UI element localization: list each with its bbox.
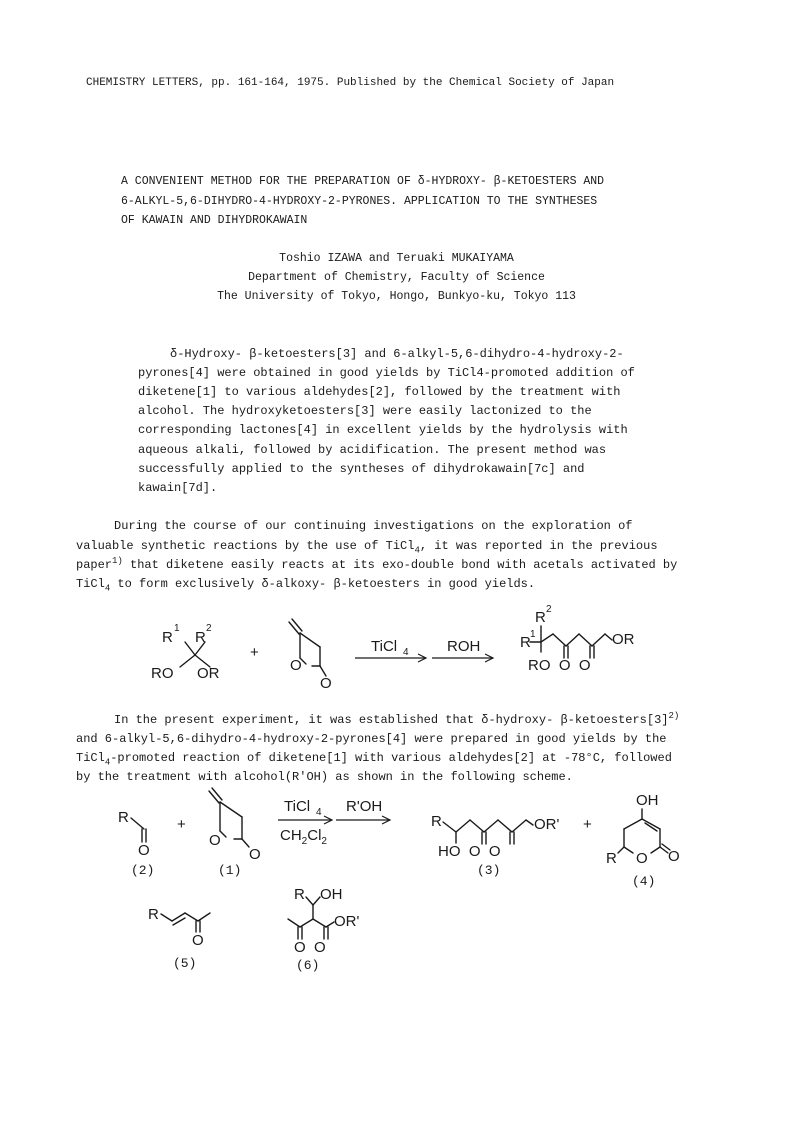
svg-text:R'OH: R'OH	[346, 798, 383, 815]
authors: Toshio IZAWA and Teruaki MUKAIYAMA	[279, 252, 514, 265]
svg-text:O: O	[636, 850, 648, 867]
prod-r1: R	[520, 634, 531, 651]
abstract-line: corresponding lactones[4] in excellent yields by the hydrolysis with	[138, 423, 628, 437]
abstract-line: kawain[7d].	[138, 481, 218, 495]
affiliation-line-2: The University of Tokyo, Hongo, Bunkyo-ku, Tokyo 113	[217, 290, 576, 303]
title-line-1: A CONVENIENT METHOD FOR THE PREPARATION OF δ-HYDROXY- β-KETOESTERS AND	[121, 175, 605, 188]
carbonyl-oxygen: O	[320, 675, 332, 692]
r2-label: R	[195, 629, 206, 646]
svg-text:R: R	[148, 906, 159, 923]
svg-text:HO O O: HO O O	[438, 843, 501, 860]
abstract-line: δ-Hydroxy- β-ketoesters[3] and 6-alkyl-5,6-dihydro-4-hydroxy-2-	[170, 347, 624, 361]
abstract-line: aqueous alkali, followed by acidification. The present method was	[138, 443, 607, 457]
alkoxy-ketoester-structure	[520, 604, 635, 674]
svg-text:O: O	[668, 848, 680, 865]
svg-text:OH: OH	[636, 792, 659, 809]
body-line: TiCl$_4$-promoted reaction of diketene[1] with various aldehydes[2] at -78°C, followed	[76, 751, 672, 768]
r2-sup: 2	[206, 623, 212, 634]
prod-or: OR	[612, 631, 635, 648]
reaction-arrow-1	[355, 638, 426, 662]
title-line-2: 6-ALKYL-5,6-DIHYDRO-4-HYDROXY-2-PYRONES. APPLICATION TO THE SYNTHESES	[121, 195, 598, 208]
abstract-line: alcohol. The hydroxyketoesters[3] were easily lactonized to the	[138, 404, 592, 418]
svg-text:OR': OR'	[534, 816, 560, 833]
enone-structure	[148, 906, 210, 971]
acetal-structure	[151, 623, 220, 682]
body-line: During the course of our continuing investigations on the exploration of	[114, 519, 633, 533]
svg-text:O O: O O	[294, 939, 326, 956]
svg-text:2: 2	[546, 604, 552, 615]
compound-label-6: (6)	[296, 958, 320, 973]
svg-text:1: 1	[530, 629, 536, 640]
r1-label: R	[162, 629, 173, 646]
svg-text:R: R	[118, 809, 129, 826]
svg-text:R: R	[294, 886, 305, 903]
compound-label-4: (4)	[632, 874, 656, 889]
svg-text:TiCl: TiCl	[284, 798, 311, 815]
svg-text:R: R	[431, 813, 442, 830]
ro-label: RO	[151, 665, 174, 682]
compound-label-1: (1)	[218, 863, 242, 878]
diketene-structure	[289, 619, 332, 692]
body-line: paper$^{1)}$ that diketene easily reacts at its exo-double bond with acetals activated by	[76, 556, 678, 572]
abstract-line: pyrones[4] were obtained in good yields by TiCl4-promoted addition of	[138, 366, 635, 380]
reaction-arrow-2	[336, 798, 390, 824]
svg-text:4: 4	[316, 807, 322, 818]
plus-sign: +	[250, 644, 259, 661]
aldehyde-structure	[118, 809, 154, 878]
reaction-arrow-2	[432, 638, 493, 662]
svg-text:O: O	[209, 832, 221, 849]
pyrone-structure	[606, 792, 680, 889]
abstract-line: diketene[1] to various aldehydes[2], followed by the treatment with	[138, 385, 621, 399]
plus-sign: +	[583, 816, 592, 833]
svg-text:TiCl: TiCl	[371, 638, 398, 655]
svg-text:ROH: ROH	[447, 638, 481, 655]
body-line: In the present experiment, it was established that δ-hydroxy- $\beta-ketoesters[3]^{2)}$	[114, 711, 680, 727]
compound-label-5: (5)	[173, 956, 197, 971]
compound-label-2: (2)	[131, 863, 155, 878]
svg-text:R: R	[606, 850, 617, 867]
compound-label-3: (3)	[477, 863, 501, 878]
svg-text:CH2Cl2: $CH_2Cl_2$	[280, 827, 327, 847]
svg-text:O: O	[138, 842, 150, 859]
prod-r2: R	[535, 609, 546, 626]
ring-oxygen: O	[290, 657, 302, 674]
journal-header: CHEMISTRY LETTERS, pp. 161-164, 1975. Published by the Chemical Society of Japan	[86, 77, 615, 89]
reaction-arrow-1	[278, 798, 332, 847]
r1-sup: 1	[174, 623, 180, 634]
svg-text:OR': OR'	[334, 913, 360, 930]
abstract-line: successfully applied to the syntheses of dihydrokawain[7c] and	[138, 462, 585, 476]
scheme-1	[0, 600, 793, 705]
svg-text:O: O	[192, 932, 204, 949]
title-line-3: OF KAWAIN AND DIHYDROKAWAIN	[121, 214, 308, 227]
affiliation-line-1: Department of Chemistry, Faculty of Science	[248, 271, 545, 284]
svg-text:OH: OH	[320, 886, 343, 903]
acyl-ketoester-structure	[288, 886, 360, 973]
svg-text:4: 4	[403, 647, 409, 658]
diketene-structure	[209, 788, 261, 878]
body-line: valuable synthetic reactions by the use of TiCl$_4$, it was reported in the previous	[76, 539, 658, 556]
hydroxy-ketoester-structure	[431, 813, 560, 878]
svg-text:O: O	[249, 846, 261, 863]
prod-bottom-labels: RO O O	[528, 657, 591, 674]
body-line: TiCl$_4$ to form exclusively δ-alkoxy- β-ketoesters in good yields.	[76, 577, 536, 594]
or-label: OR	[197, 665, 220, 682]
body-line: by the treatment with alcohol(R'OH) as shown in the following scheme.	[76, 770, 573, 784]
plus-sign: +	[177, 816, 186, 833]
scheme-2	[0, 785, 793, 980]
body-line: and 6-alkyl-5,6-dihydro-4-hydroxy-2-pyrones[4] were prepared in good yields by the	[76, 732, 667, 746]
